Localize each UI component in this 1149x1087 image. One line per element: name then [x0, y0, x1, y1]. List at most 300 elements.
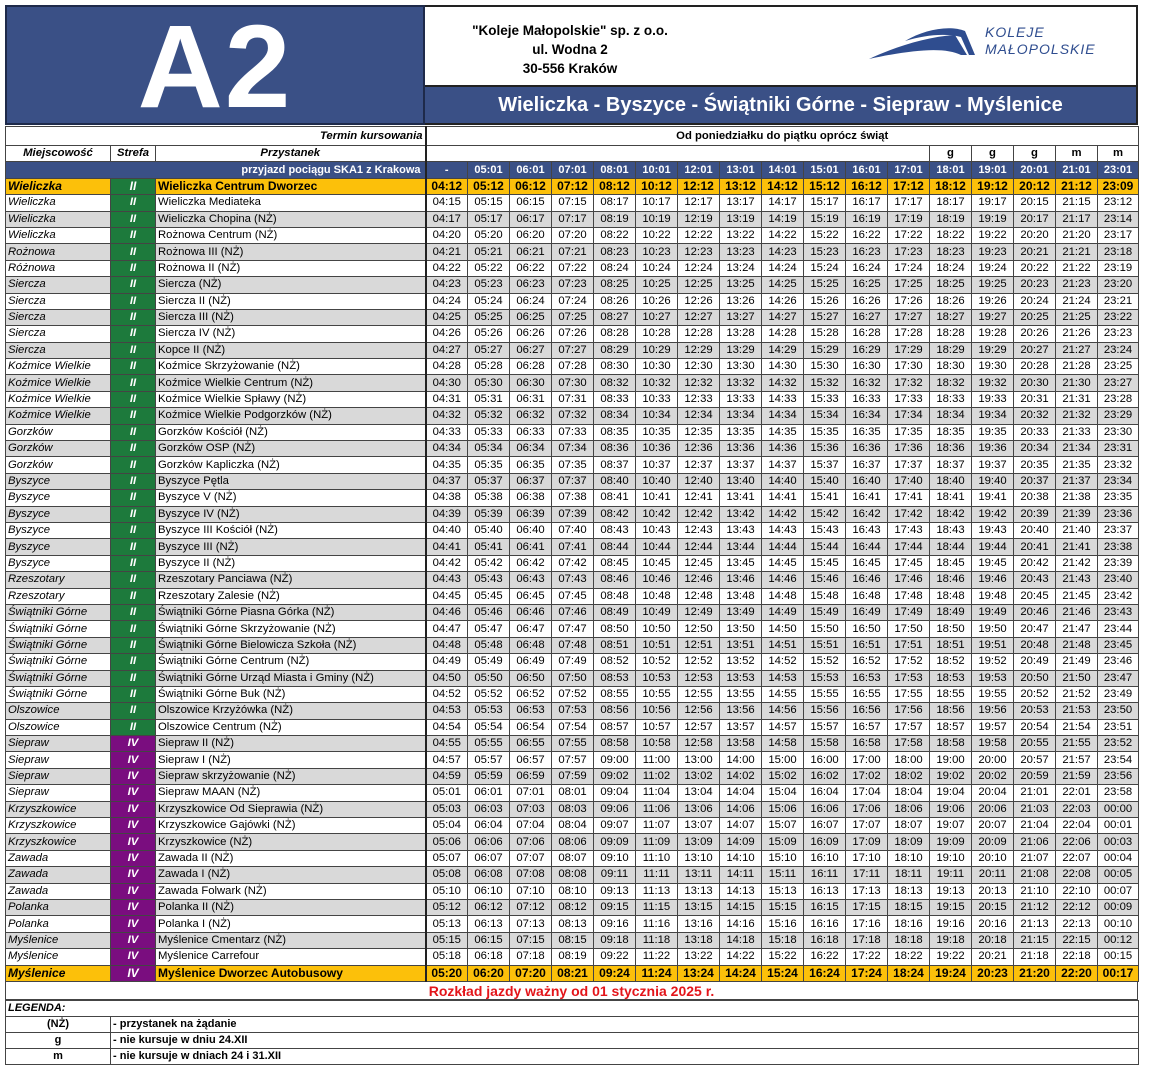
departure-time: 07:38 [552, 490, 594, 506]
departure-time: 04:32 [426, 408, 468, 424]
stop-name: Zawada Folwark (NŻ) [156, 883, 426, 899]
departure-time: 09:11 [594, 867, 636, 883]
departure-time: 12:37 [678, 457, 720, 473]
departure-time: 08:01 [552, 785, 594, 801]
departure-time: 05:49 [468, 654, 510, 670]
departure-time: 21:48 [1056, 637, 1098, 653]
departure-time: 18:43 [930, 522, 972, 538]
departure-time: 20:13 [972, 883, 1014, 899]
stop-name: Siercza II (NŻ) [156, 293, 426, 309]
departure-time: 06:46 [510, 604, 552, 620]
departure-time: 17:22 [846, 949, 888, 965]
departure-time: 15:42 [804, 506, 846, 522]
departure-time: 20:23 [1014, 277, 1056, 293]
departure-time: 21:10 [1014, 883, 1056, 899]
train-arrival-time: 20:01 [1014, 162, 1056, 178]
departure-time: 10:30 [636, 359, 678, 375]
departure-time: 21:21 [1056, 244, 1098, 260]
departure-time: 20:59 [1014, 768, 1056, 784]
locality: Koźmice Wielkie [6, 359, 111, 375]
departure-time: 13:22 [678, 949, 720, 965]
stop-name: Świątniki Górne Buk (NŻ) [156, 686, 426, 702]
departure-time: 18:25 [930, 277, 972, 293]
departure-time: 08:45 [594, 555, 636, 571]
train-arrival-time: 05:01 [468, 162, 510, 178]
locality: Krzyszkowice [6, 801, 111, 817]
departure-time: 05:38 [468, 490, 510, 506]
locality: Zawada [6, 850, 111, 866]
stop-row [6, 424, 1139, 440]
departure-time: 21:42 [1056, 555, 1098, 571]
departure-time: 16:40 [846, 473, 888, 489]
departure-time: 22:18 [1056, 949, 1098, 965]
departure-time: 04:53 [426, 703, 468, 719]
departure-time: 05:28 [468, 359, 510, 375]
stop-row [6, 375, 1139, 391]
course-mark [510, 146, 552, 162]
departure-time: 04:24 [426, 293, 468, 309]
departure-time: 04:52 [426, 686, 468, 702]
departure-time: 07:39 [552, 506, 594, 522]
departure-time: 21:15 [1056, 195, 1098, 211]
departure-time: 23:23 [1098, 326, 1139, 342]
departure-time: 13:51 [720, 637, 762, 653]
zone-badge: IV [111, 834, 156, 850]
departure-time: 12:51 [678, 637, 720, 653]
departure-time: 13:41 [720, 490, 762, 506]
departure-time: 07:25 [552, 309, 594, 325]
departure-time: 06:54 [510, 719, 552, 735]
departure-time: 19:23 [972, 244, 1014, 260]
zone-badge: IV [111, 916, 156, 932]
departure-time: 07:57 [552, 752, 594, 768]
departure-time: 19:52 [972, 654, 1014, 670]
locality: Byszyce [6, 522, 111, 538]
departure-time: 23:38 [1098, 539, 1139, 555]
departure-time: 21:25 [1056, 309, 1098, 325]
departure-time: 09:18 [594, 932, 636, 948]
departure-time: 23:49 [1098, 686, 1139, 702]
departure-time: 23:54 [1098, 752, 1139, 768]
locality: Myślenice [6, 965, 111, 981]
departure-time: 20:15 [972, 899, 1014, 915]
departure-time: 14:43 [762, 522, 804, 538]
route-name: Wieliczka - Byszyce - Świątniki Górne - Siepraw - Myślenice [425, 87, 1138, 125]
departure-time: 11:04 [636, 785, 678, 801]
departure-time: 08:07 [552, 850, 594, 866]
departure-time: 10:49 [636, 604, 678, 620]
departure-time: 10:50 [636, 621, 678, 637]
departure-time: 22:07 [1056, 850, 1098, 866]
departure-time: 07:24 [552, 293, 594, 309]
departure-time: 10:48 [636, 588, 678, 604]
departure-time: 19:29 [972, 342, 1014, 358]
departure-time: 06:01 [468, 785, 510, 801]
departure-time: 11:10 [636, 850, 678, 866]
departure-time: 14:44 [762, 539, 804, 555]
departure-time: 08:52 [594, 654, 636, 670]
departure-time: 18:56 [930, 703, 972, 719]
departure-time: 16:51 [846, 637, 888, 653]
departure-time: 22:01 [1056, 785, 1098, 801]
departure-time: 14:13 [720, 883, 762, 899]
departure-time: 06:15 [468, 932, 510, 948]
departure-time: 23:37 [1098, 522, 1139, 538]
departure-time: 21:50 [1056, 670, 1098, 686]
zone-badge: II [111, 719, 156, 735]
logo-swoosh-icon [865, 19, 985, 69]
departure-time: 23:34 [1098, 473, 1139, 489]
departure-time: 18:07 [888, 818, 930, 834]
departure-time: 16:37 [846, 457, 888, 473]
departure-time: 14:49 [762, 604, 804, 620]
departure-time: 08:03 [552, 801, 594, 817]
departure-time: 04:40 [426, 522, 468, 538]
departure-time: 18:51 [930, 637, 972, 653]
departure-time: 04:31 [426, 391, 468, 407]
departure-time: 17:36 [888, 441, 930, 457]
departure-time: 23:28 [1098, 391, 1139, 407]
zone-badge: II [111, 195, 156, 211]
departure-time: 19:11 [930, 867, 972, 883]
departure-time: 07:21 [552, 244, 594, 260]
departure-time: 09:06 [594, 801, 636, 817]
departure-time: 08:27 [594, 309, 636, 325]
departure-time: 20:23 [972, 965, 1014, 981]
departure-time: 13:35 [720, 424, 762, 440]
departure-time: 08:29 [594, 342, 636, 358]
departure-time: 06:50 [510, 670, 552, 686]
departure-time: 19:17 [972, 195, 1014, 211]
departure-time: 08:23 [594, 244, 636, 260]
departure-time: 08:56 [594, 703, 636, 719]
departure-time: 20:00 [972, 752, 1014, 768]
departure-time: 23:43 [1098, 604, 1139, 620]
departure-time: 20:26 [1014, 326, 1056, 342]
departure-time: 19:18 [930, 932, 972, 948]
departure-time: 05:54 [468, 719, 510, 735]
departure-time: 12:43 [678, 522, 720, 538]
locality: Wieliczka [6, 211, 111, 227]
departure-time: 08:04 [552, 818, 594, 834]
departure-time: 05:31 [468, 391, 510, 407]
departure-time: 14:53 [762, 670, 804, 686]
departure-time: 23:22 [1098, 309, 1139, 325]
departure-time: 10:52 [636, 654, 678, 670]
departure-time: 06:28 [510, 359, 552, 375]
zone-badge: II [111, 293, 156, 309]
departure-time: 16:24 [804, 965, 846, 981]
departure-time: 19:00 [930, 752, 972, 768]
departure-time: 21:12 [1014, 899, 1056, 915]
departure-time: 12:27 [678, 309, 720, 325]
departure-time: 13:55 [720, 686, 762, 702]
departure-time: 07:48 [552, 637, 594, 653]
departure-time: 15:40 [804, 473, 846, 489]
departure-time: 21:03 [1014, 801, 1056, 817]
departure-time: 08:43 [594, 522, 636, 538]
locality: Wieliczka [6, 178, 111, 194]
departure-time: 17:02 [846, 768, 888, 784]
stop-name: Świątniki Górne Piasna Górka (NŻ) [156, 604, 426, 620]
departure-time: 18:33 [930, 391, 972, 407]
stop-row [6, 670, 1139, 686]
departure-time: 12:48 [678, 588, 720, 604]
departure-time: 05:22 [468, 260, 510, 276]
departure-time: 18:06 [888, 801, 930, 817]
departure-time: 04:21 [426, 244, 468, 260]
departure-time: 15:19 [804, 211, 846, 227]
departure-time: 12:12 [678, 178, 720, 194]
departure-time: 11:02 [636, 768, 678, 784]
departure-time: 16:52 [846, 654, 888, 670]
departure-time: 16:07 [804, 818, 846, 834]
departure-time: 13:36 [720, 441, 762, 457]
departure-time: 05:55 [468, 736, 510, 752]
departure-time: 17:23 [888, 244, 930, 260]
departure-time: 21:32 [1056, 408, 1098, 424]
departure-time: 23:29 [1098, 408, 1139, 424]
departure-time: 14:35 [762, 424, 804, 440]
train-arrival-label: przyjazd pociągu SKA1 z Krakowa [6, 162, 426, 178]
departure-time: 10:56 [636, 703, 678, 719]
departure-time: 13:56 [720, 703, 762, 719]
zone-badge: II [111, 522, 156, 538]
departure-time: 20:16 [972, 916, 1014, 932]
departure-time: 08:06 [552, 834, 594, 850]
departure-time: 15:17 [804, 195, 846, 211]
departure-time: 07:50 [552, 670, 594, 686]
departure-time: 04:33 [426, 424, 468, 440]
stop-name: Byszyce III (NŻ) [156, 539, 426, 555]
departure-time: 20:18 [972, 932, 1014, 948]
departure-time: 18:53 [930, 670, 972, 686]
stop-row [6, 572, 1139, 588]
departure-time: 20:52 [1014, 686, 1056, 702]
stop-name: Rożnowa III (NŻ) [156, 244, 426, 260]
departure-time: 20:39 [1014, 506, 1056, 522]
departure-time: 08:58 [594, 736, 636, 752]
departure-time: 18:09 [888, 834, 930, 850]
departure-time: 06:47 [510, 621, 552, 637]
departure-time: 18:27 [930, 309, 972, 325]
locality: Olszowice [6, 703, 111, 719]
departure-time: 07:26 [552, 326, 594, 342]
departure-time: 10:22 [636, 227, 678, 243]
departure-time: 07:22 [552, 260, 594, 276]
departure-time: 20:21 [1014, 244, 1056, 260]
departure-time: 19:16 [930, 916, 972, 932]
departure-time: 08:46 [594, 572, 636, 588]
departure-time: 06:07 [468, 850, 510, 866]
stop-name: Świątniki Górne Centrum (NŻ) [156, 654, 426, 670]
departure-time: 18:48 [930, 588, 972, 604]
departure-time: 20:53 [1014, 703, 1056, 719]
departure-time: 16:13 [804, 883, 846, 899]
departure-time: 19:58 [972, 736, 1014, 752]
departure-time: 15:22 [804, 227, 846, 243]
departure-time: 05:17 [468, 211, 510, 227]
departure-time: 17:43 [888, 522, 930, 538]
departure-time: 04:30 [426, 375, 468, 391]
locality: Świątniki Górne [6, 604, 111, 620]
locality: Byszyce [6, 539, 111, 555]
departure-time: 19:55 [972, 686, 1014, 702]
departure-time: 19:04 [930, 785, 972, 801]
departure-time: 20:43 [1014, 572, 1056, 588]
departure-time: 16:24 [846, 260, 888, 276]
departure-time: 20:02 [972, 768, 1014, 784]
departure-time: 21:54 [1056, 719, 1098, 735]
stop-name: Byszyce III Kościół (NŻ) [156, 522, 426, 538]
course-mark [762, 146, 804, 162]
train-arrival-time: 10:01 [636, 162, 678, 178]
departure-time: 07:13 [510, 916, 552, 932]
stop-name: Koźmice Wielkie Spławy (NŻ) [156, 391, 426, 407]
departure-time: 15:06 [762, 801, 804, 817]
departure-time: 00:09 [1098, 899, 1139, 915]
departure-time: 05:20 [468, 227, 510, 243]
stop-name: Rzeszotary Panciawa (NŻ) [156, 572, 426, 588]
departure-time: 07:20 [552, 227, 594, 243]
departure-time: 15:24 [804, 260, 846, 276]
departure-time: 13:46 [720, 572, 762, 588]
departure-time: 15:07 [762, 818, 804, 834]
locality: Siepraw [6, 768, 111, 784]
departure-time: 06:23 [510, 277, 552, 293]
stop-name: Rożnowa Centrum (NŻ) [156, 227, 426, 243]
departure-time: 05:21 [468, 244, 510, 260]
stop-name: Kopce II (NŻ) [156, 342, 426, 358]
departure-time: 18:11 [888, 867, 930, 883]
locality: Siercza [6, 342, 111, 358]
departure-time: 16:02 [804, 768, 846, 784]
departure-time: 21:28 [1056, 359, 1098, 375]
departure-time: 17:57 [888, 719, 930, 735]
departure-time: 10:25 [636, 277, 678, 293]
zone-badge: II [111, 391, 156, 407]
zone-badge: IV [111, 949, 156, 965]
departure-time: 07:37 [552, 473, 594, 489]
departure-time: 16:35 [846, 424, 888, 440]
departure-time: 06:26 [510, 326, 552, 342]
departure-time: 19:46 [972, 572, 1014, 588]
locality: Siepraw [6, 736, 111, 752]
departure-time: 05:03 [426, 801, 468, 817]
departure-time: 12:34 [678, 408, 720, 424]
departure-time: 21:45 [1056, 588, 1098, 604]
departure-time: 00:12 [1098, 932, 1139, 948]
departure-time: 17:10 [846, 850, 888, 866]
departure-time: 19:40 [972, 473, 1014, 489]
locality: Gorzków [6, 457, 111, 473]
departure-time: 18:35 [930, 424, 972, 440]
departure-time: 13:25 [720, 277, 762, 293]
departure-time: 13:50 [720, 621, 762, 637]
validity-notice: Rozkład jazdy ważny od 01 stycznia 2025 r. [5, 982, 1138, 1000]
locality: Koźmice Wielkie [6, 391, 111, 407]
departure-time: 15:53 [804, 670, 846, 686]
departure-time: 06:12 [468, 899, 510, 915]
departure-time: 17:32 [888, 375, 930, 391]
legend-symbol: (NŻ) [6, 1016, 111, 1032]
departure-time: 12:36 [678, 441, 720, 457]
departure-time: 14:24 [762, 260, 804, 276]
departure-time: 04:41 [426, 539, 468, 555]
departure-time: 07:54 [552, 719, 594, 735]
departure-time: 00:07 [1098, 883, 1139, 899]
departure-time: 15:34 [804, 408, 846, 424]
departure-time: 19:36 [972, 441, 1014, 457]
departure-time: 21:18 [1014, 949, 1056, 965]
departure-time: 08:13 [552, 916, 594, 932]
departure-time: 20:06 [972, 801, 1014, 817]
stop-name: Wieliczka Chopina (NŻ) [156, 211, 426, 227]
departure-time: 05:43 [468, 572, 510, 588]
departure-time: 08:53 [594, 670, 636, 686]
departure-time: 13:17 [720, 195, 762, 211]
stop-row [6, 867, 1139, 883]
legend-description: - nie kursuje w dniach 24 i 31.XII [111, 1048, 1139, 1064]
departure-time: 08:25 [594, 277, 636, 293]
departure-time: 14:36 [762, 441, 804, 457]
departure-time: 10:28 [636, 326, 678, 342]
departure-time: 13:00 [678, 752, 720, 768]
departure-time: 14:12 [762, 178, 804, 194]
departure-time: 16:25 [846, 277, 888, 293]
departure-time: 14:25 [762, 277, 804, 293]
departure-time: 16:09 [804, 834, 846, 850]
departure-time: 14:33 [762, 391, 804, 407]
departure-time: 17:12 [888, 178, 930, 194]
departure-time: 14:10 [720, 850, 762, 866]
stop-row [6, 899, 1139, 915]
departure-time: 05:12 [426, 899, 468, 915]
locality: Wieliczka [6, 195, 111, 211]
departure-time: 07:40 [552, 522, 594, 538]
departure-time: 05:10 [426, 883, 468, 899]
departure-time: 20:50 [1014, 670, 1056, 686]
departure-time: 09:10 [594, 850, 636, 866]
departure-time: 07:45 [552, 588, 594, 604]
departure-time: 06:37 [510, 473, 552, 489]
departure-time: 11:00 [636, 752, 678, 768]
departure-time: 17:33 [888, 391, 930, 407]
departure-time: 07:15 [510, 932, 552, 948]
departure-time: 08:33 [594, 391, 636, 407]
stop-name: Rzeszotary Zalesie (NŻ) [156, 588, 426, 604]
koleje-malopolskie-logo [865, 19, 1105, 69]
departure-time: 16:26 [846, 293, 888, 309]
stop-name: Olszowice Centrum (NŻ) [156, 719, 426, 735]
stop-row [6, 473, 1139, 489]
departure-time: 20:10 [972, 850, 1014, 866]
zone-badge: II [111, 686, 156, 702]
departure-time: 19:35 [972, 424, 1014, 440]
zone-badge: II [111, 572, 156, 588]
stop-name: Świątniki Górne Bielowicza Szkoła (NŻ) [156, 637, 426, 653]
stop-row [6, 932, 1139, 948]
departure-time: 06:34 [510, 441, 552, 457]
departure-time: 12:24 [678, 260, 720, 276]
departure-time: 08:21 [552, 965, 594, 981]
departure-time: 12:22 [678, 227, 720, 243]
departure-time: 18:22 [930, 227, 972, 243]
departure-time: 18:42 [930, 506, 972, 522]
departure-time: 19:19 [972, 211, 1014, 227]
departure-time: 10:27 [636, 309, 678, 325]
departure-time: 15:27 [804, 309, 846, 325]
